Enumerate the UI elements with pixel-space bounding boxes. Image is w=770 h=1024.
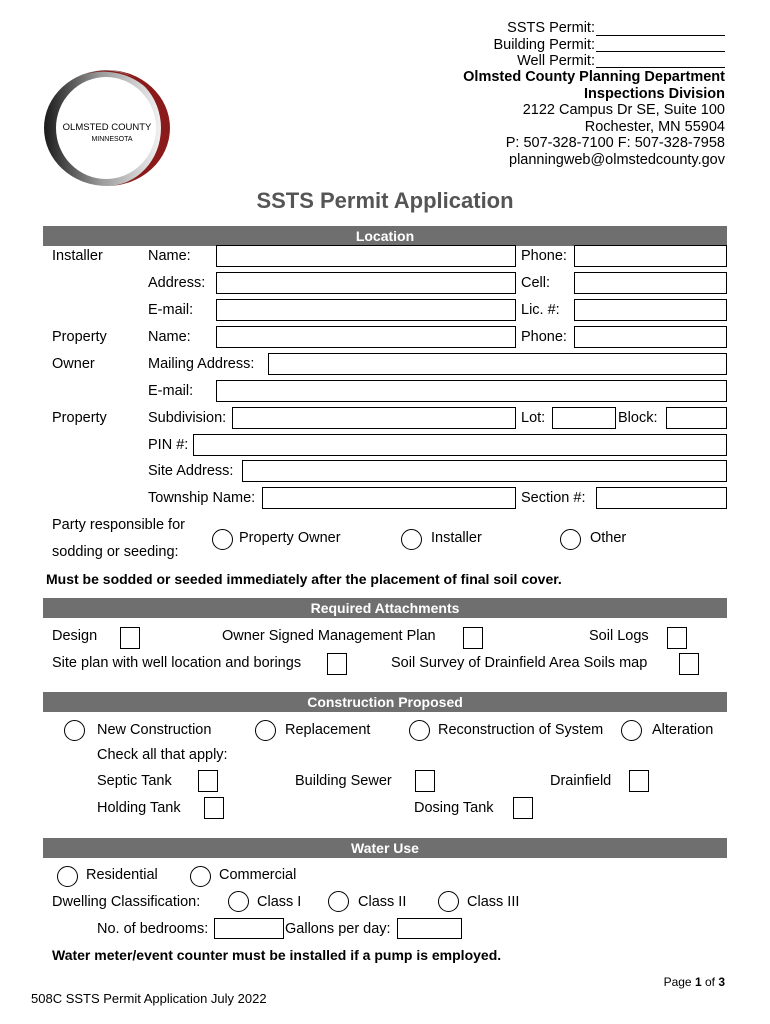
installer-phone-input[interactable] [574, 245, 727, 267]
class-2-label: Class II [358, 894, 407, 910]
property-owner-label-1: Property [52, 329, 107, 345]
building-sewer-checkbox[interactable] [415, 770, 435, 792]
dosing-tank-checkbox[interactable] [513, 797, 533, 819]
soil-logs-label: Soil Logs [589, 628, 649, 644]
class-1-label: Class I [257, 894, 302, 910]
party-installer-radio[interactable] [401, 529, 422, 550]
installer-label: Installer [52, 248, 103, 264]
class-3-label: Class III [467, 894, 520, 910]
sodding-notice: Must be sodded or seeded immediately after the placement of final soil cover. [46, 571, 562, 587]
lot-input[interactable] [552, 407, 616, 429]
soil-logs-checkbox[interactable] [667, 627, 687, 649]
section-header-water-use: Water Use [43, 838, 727, 858]
class-3-radio[interactable] [438, 891, 459, 912]
party-owner-radio[interactable] [212, 529, 233, 550]
class-2-radio[interactable] [328, 891, 349, 912]
reconstruction-radio[interactable] [409, 720, 430, 741]
dosing-tank-label: Dosing Tank [414, 800, 494, 816]
lot-label: Lot: [521, 410, 546, 426]
party-other-radio[interactable] [560, 529, 581, 550]
drainfield-label: Drainfield [550, 773, 612, 789]
section-header-location: Location [43, 226, 727, 246]
septic-tank-label: Septic Tank [97, 773, 172, 789]
owner-email-label: E-mail: [148, 383, 194, 399]
section-header-attachments: Required Attachments [43, 598, 727, 618]
well-permit-field[interactable] [596, 67, 725, 68]
page-current: 1 [694, 975, 702, 989]
building-permit-field[interactable] [596, 51, 725, 52]
well-permit-label: Well Permit: [517, 53, 595, 69]
owner-email-input[interactable] [216, 380, 727, 402]
installer-address-input[interactable] [216, 272, 516, 294]
design-label: Design [52, 628, 98, 644]
page-title: SSTS Permit Application [256, 188, 514, 213]
alteration-label: Alteration [652, 722, 714, 738]
page-number [664, 975, 725, 989]
party-other-label: Other [590, 530, 627, 546]
installer-name-input[interactable] [216, 245, 516, 267]
alteration-radio[interactable] [621, 720, 642, 741]
division-name: Inspections Division [584, 86, 725, 102]
page-total: 3 [718, 975, 725, 989]
subdivision-input[interactable] [232, 407, 516, 429]
owner-phone-input[interactable] [574, 326, 727, 348]
party-responsible-label-1: Party responsible for [52, 517, 185, 533]
mgmt-plan-checkbox[interactable] [463, 627, 483, 649]
water-meter-notice: Water meter/event counter must be installed if a pump is employed. [52, 947, 502, 963]
township-label: Township Name: [148, 490, 256, 506]
logo-text-county: OLMSTED COUNTY [62, 122, 152, 133]
property-owner-label-2: Owner [52, 356, 95, 372]
county-logo [40, 66, 174, 190]
logo-text-state: MINNESOTA [91, 136, 133, 143]
residential-label: Residential [86, 867, 158, 883]
installer-license-input[interactable] [574, 299, 727, 321]
site-address-label: Site Address: [148, 463, 234, 479]
new-construction-label: New Construction [97, 722, 212, 738]
party-responsible-label-2: sodding or seeding: [52, 544, 179, 560]
replacement-radio[interactable] [255, 720, 276, 741]
building-sewer-label: Building Sewer [295, 773, 392, 789]
phone-fax: P: 507-328-7100 F: 507-328-7958 [505, 135, 725, 151]
department-name: Olmsted County Planning Department [463, 69, 725, 85]
form-id: 508C SSTS Permit Application July 2022 [31, 991, 267, 1006]
contact-email: planningweb@olmstedcounty.gov [509, 152, 725, 168]
gallons-label: Gallons per day: [285, 921, 391, 937]
gallons-input[interactable] [397, 918, 462, 939]
installer-address-label: Address: [148, 275, 206, 291]
site-plan-label: Site plan with well location and borings [52, 655, 302, 671]
ssts-permit-field[interactable] [596, 35, 725, 36]
installer-phone-label: Phone: [521, 248, 567, 264]
owner-phone-label: Phone: [521, 329, 567, 345]
installer-email-input[interactable] [216, 299, 516, 321]
site-address-input[interactable] [242, 460, 727, 482]
block-input[interactable] [666, 407, 727, 429]
address-line-1: 2122 Campus Dr SE, Suite 100 [522, 102, 725, 118]
site-plan-checkbox[interactable] [327, 653, 347, 675]
installer-license-label: Lic. #: [521, 302, 560, 318]
drainfield-checkbox[interactable] [629, 770, 649, 792]
ssts-permit-label: SSTS Permit: [507, 20, 595, 36]
dwelling-classification-label: Dwelling Classification: [52, 894, 201, 910]
party-owner-label: Property Owner [239, 530, 341, 546]
pin-label: PIN #: [148, 437, 189, 453]
block-label: Block: [618, 410, 658, 426]
residential-radio[interactable] [57, 866, 78, 887]
class-1-radio[interactable] [228, 891, 249, 912]
commercial-label: Commercial [219, 867, 297, 883]
soil-survey-checkbox[interactable] [679, 653, 699, 675]
pin-input[interactable] [193, 434, 727, 456]
party-installer-label: Installer [431, 530, 482, 546]
section-number-label: Section #: [521, 490, 586, 506]
new-construction-radio[interactable] [64, 720, 85, 741]
township-input[interactable] [262, 487, 516, 509]
address-line-2: Rochester, MN 55904 [584, 119, 725, 135]
mailing-address-input[interactable] [268, 353, 727, 375]
owner-name-input[interactable] [216, 326, 516, 348]
soil-survey-label: Soil Survey of Drainfield Area Soils map [391, 655, 648, 671]
bedrooms-input[interactable] [214, 918, 284, 939]
page-prefix: Page [663, 975, 695, 989]
page-of: of [701, 975, 719, 989]
installer-email-label: E-mail: [148, 302, 194, 318]
replacement-label: Replacement [285, 722, 371, 738]
installer-name-label: Name: [148, 248, 191, 264]
property-label: Property [52, 410, 107, 426]
section-number-input[interactable] [596, 487, 727, 509]
check-all-label: Check all that apply: [97, 747, 228, 763]
section-header-construction: Construction Proposed [43, 692, 727, 712]
holding-tank-label: Holding Tank [97, 800, 181, 816]
building-permit-label: Building Permit: [493, 37, 595, 53]
bedrooms-label: No. of bedrooms: [97, 921, 209, 937]
reconstruction-label: Reconstruction of System [438, 722, 604, 738]
commercial-radio[interactable] [190, 866, 211, 887]
subdivision-label: Subdivision: [148, 410, 227, 426]
installer-cell-label: Cell: [521, 275, 551, 291]
septic-tank-checkbox[interactable] [198, 770, 218, 792]
mailing-address-label: Mailing Address: [148, 356, 255, 372]
owner-name-label: Name: [148, 329, 191, 345]
installer-cell-input[interactable] [574, 272, 727, 294]
holding-tank-checkbox[interactable] [204, 797, 224, 819]
design-checkbox[interactable] [120, 627, 140, 649]
mgmt-plan-label: Owner Signed Management Plan [222, 628, 436, 644]
